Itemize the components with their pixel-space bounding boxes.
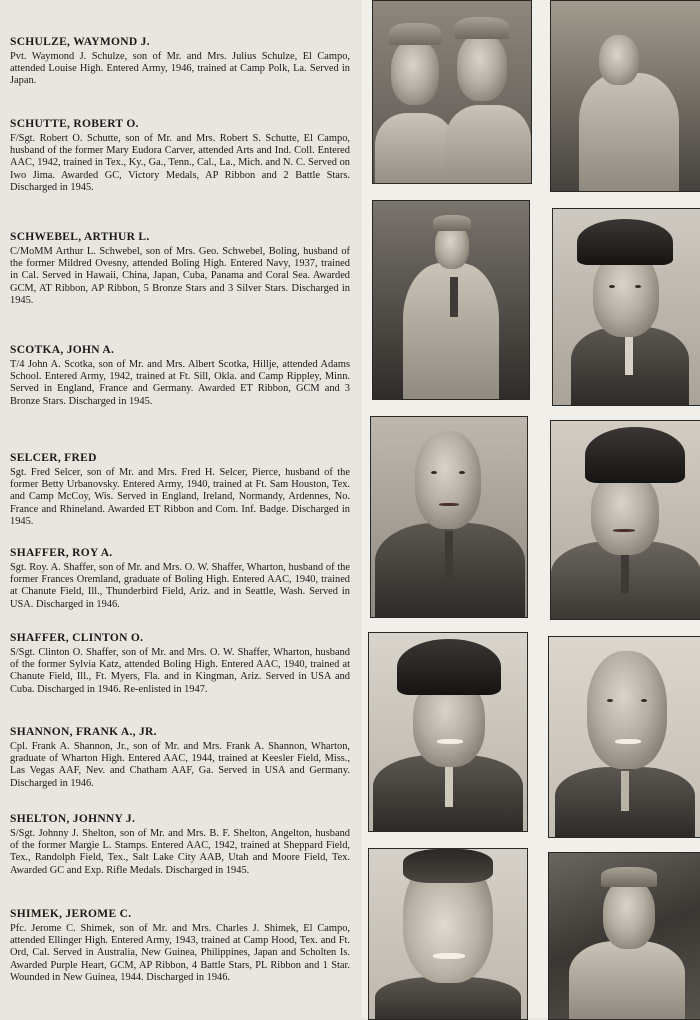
entry-shimek [10, 908, 350, 984]
portrait-photo [370, 416, 528, 618]
entry-bio: Pfc. Jerome C. Shimek, son of Mr. and Mrs. Charles J. Shimek, El Campo, attended Ellinger High. Entered Army, 1943, trained at Camp Hood, Tex. and Ft. Ord, Cal. Served in Australia, New Guinea, Philippines, Japan and Scholten Is. Awarded Purple Heart, GCM, AP Ribbon, 4 Battle Stars, PL Ribbon and 1 Star. Wounded in New Guinea, 1944. Discharged in 1946. [10, 923, 350, 983]
portrait-photo [368, 848, 528, 1020]
entry-name: SCHULZE, WAYMOND J. [10, 36, 150, 48]
entry-shelton [10, 813, 350, 877]
entry-name: SHANNON, FRANK A., JR. [10, 726, 157, 738]
entry-schutte [10, 118, 350, 194]
entry-bio: C/MoMM Arthur L. Schwebel, son of Mrs. Geo. Schwebel, Boling, husband of the former Mildred Ovesny, attended Boling High. Entered Navy, 1937, trained in Cal. Served in Hawaii, China, Japan, Cuba, Panama and Coral Sea. Awarded GCM, AT Ribbon, AP Ribbon, 5 Bronze Stars and 3 Silver Stars. Discharged in 1945. [10, 246, 350, 306]
portrait-photo [548, 852, 700, 1020]
portrait-photo [550, 420, 700, 620]
entry-name: SCHWEBEL, ARTHUR L. [10, 231, 150, 243]
entry-schwebel [10, 231, 350, 307]
entry-name: SCHUTTE, ROBERT O. [10, 118, 139, 130]
portrait-photo [372, 0, 532, 184]
portrait-photo [552, 208, 700, 406]
entry-name: SHIMEK, JEROME C. [10, 908, 132, 920]
entry-bio: S/Sgt. Clinton O. Shaffer, son of Mr. and Mrs. O. W. Shaffer, Wharton, husband of the former Sylvia Katz, attended Boling High. Entered AAC, 1940, trained at Chanute Field, Ill., Ft. Myers, Fla. and in Kingman, Ariz. Served in USA and Cuba. Discharged in 1946. Re-enlisted in 1947. [10, 647, 350, 695]
entry-shaffer-clinton [10, 632, 350, 696]
entry-name: SHAFFER, ROY A. [10, 547, 113, 559]
entry-name: SELCER, FRED [10, 452, 97, 464]
portrait-photo [368, 632, 528, 832]
portrait-photo [372, 200, 530, 400]
entry-schulze [10, 36, 350, 88]
entry-name: SCOTKA, JOHN A. [10, 344, 115, 356]
entry-name: SHELTON, JOHNNY J. [10, 813, 136, 825]
entry-scotka [10, 344, 350, 408]
entry-bio: Sgt. Roy. A. Shaffer, son of Mr. and Mrs. O. W. Shaffer, Wharton, husband of the former Frances Oremland, graduate of Boling High. Entered AAC, 1940, trained at Chanute Field, Ill., Thunderbird Field, Ariz. and in Seattle, Wash. Served in USA. Discharged in 1946. [10, 562, 350, 610]
portrait-photo [550, 0, 700, 192]
entry-bio: Pvt. Waymond J. Schulze, son of Mr. and Mrs. Julius Schulze, El Campo, attended Louise High. Entered Army, 1946, trained at Camp Polk, La. Served in Japan. [10, 51, 350, 87]
entry-bio: F/Sgt. Robert O. Schutte, son of Mr. and Mrs. Robert S. Schutte, El Campo, husband of the former Mary Eudora Carver, attended Arts and Ind. Coll. Entered AAC, 1942, trained in Tex., Ky., Ga., Tenn., Cal., La., Mich. and N. C. Served on Iwo Jima. Awarded GC, Victory Medals, AP Ribbon and 2 Battle Stars. Discharged in 1945. [10, 133, 350, 193]
entry-shaffer-roy [10, 547, 350, 611]
entry-bio: S/Sgt. Johnny J. Shelton, son of Mr. and Mrs. B. F. Shelton, Angelton, husband of the former Margie L. Stamps. Entered AAC, 1942, trained at Sheppard Field, Tex., Randolph Field, Tex., Salt Lake City AAB, Utah and Moore Field, Tex. Awarded GC and Exp. Rifle Medals. Discharged in 1945. [10, 828, 350, 876]
entry-shannon [10, 726, 350, 790]
portrait-photo [548, 636, 700, 838]
entry-selcer [10, 452, 350, 528]
entry-bio: T/4 John A. Scotka, son of Mr. and Mrs. Albert Scotka, Hillje, attended Adams School. Entered Army, 1942, trained at Ft. Sill, Okla. and Camp Rippley, Minn. Served in England, France and Germany. Awarded ET Ribbon, GCM and 3 Bronze Stars. Discharged in 1945. [10, 359, 350, 407]
photo-column [362, 0, 700, 1018]
entry-bio: Cpl. Frank A. Shannon, Jr., son of Mr. and Mrs. Frank A. Shannon, Wharton, graduate of Wharton High. Entered AAC, 1944, trained at Keesler Field, Miss., Las Vegas AAF, Nev. and Chatham AAF, Ga. Served in USA and Germany. Discharged in 1946. [10, 741, 350, 789]
entry-bio: Sgt. Fred Selcer, son of Mr. and Mrs. Fred H. Selcer, Pierce, husband of the former Betty Urbanovsky. Entered Army, 1940, trained at Ft. Sam Houston, Tex. and Camp McCoy, Wis. Served in England, Ireland, Normandy, Ardennes, No. France and Rhineland. Awarded ET Ribbon and Com. Inf. Badge. Discharged in 1945. [10, 467, 350, 527]
entry-name: SHAFFER, CLINTON O. [10, 632, 144, 644]
